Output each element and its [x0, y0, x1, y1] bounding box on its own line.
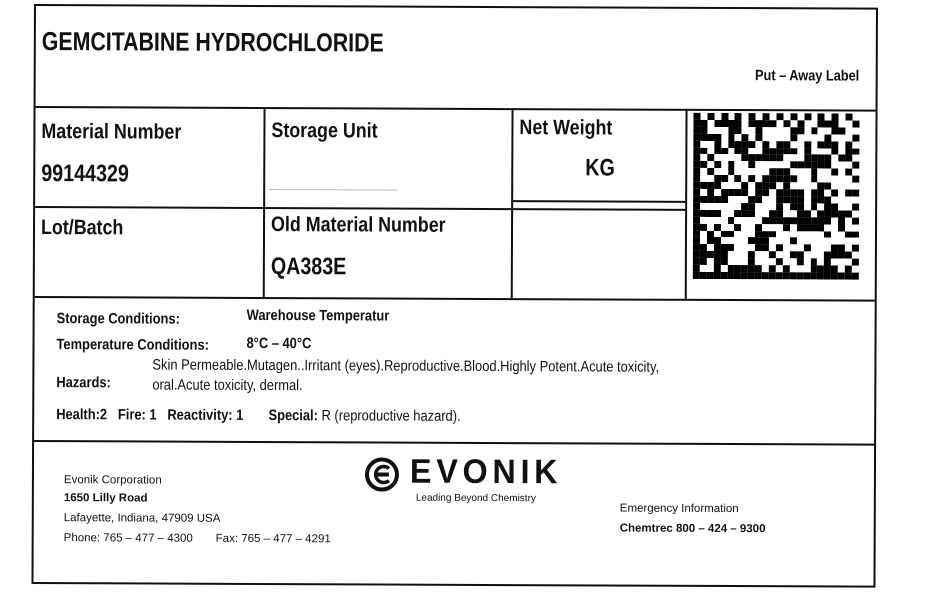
hazards-label: Hazards: [56, 374, 111, 392]
logo-tagline: Leading Beyond Chemistry [415, 492, 536, 505]
col-divider-1 [263, 107, 266, 297]
storage-unit-underline [269, 189, 397, 191]
company-name: Evonik Corporation [63, 474, 162, 487]
lot-batch-label: Lot/Batch [40, 216, 124, 240]
logo-name: EVONIK [409, 452, 563, 492]
product-name: GEMCITABINE HYDROCHLORIDE [41, 26, 384, 58]
row-divider [35, 206, 685, 211]
storage-unit-label: Storage Unit [271, 119, 378, 143]
special-label: Special: [268, 407, 318, 425]
datamatrix-barcode-icon [693, 113, 860, 280]
put-away-label [31, 4, 878, 588]
header-divider [36, 106, 876, 112]
company-city: Lafayette, Indiana, 47909 USA [63, 512, 221, 525]
net-weight-divider [511, 200, 685, 203]
footer-divider [34, 440, 874, 446]
col-divider-3 [685, 109, 688, 299]
hazards-line-2: oral.Acute toxicity, dermal. [152, 376, 303, 395]
ratings-row [56, 406, 460, 425]
fire-label: Fire: [117, 406, 146, 424]
special-value: R (reproductive hazard). [321, 407, 461, 425]
net-weight-unit: KG [585, 154, 615, 182]
emergency-contact: Chemtrec 800 – 424 – 9300 [619, 522, 766, 536]
old-material-number-value: QA383E [270, 253, 347, 281]
reactivity-value: 1 [236, 406, 244, 424]
company-fax: Fax: 765 – 477 – 4291 [215, 532, 331, 546]
label-type: Put – Away Label [755, 67, 860, 85]
evonik-logo-icon [364, 456, 400, 492]
net-weight-label: Net Weight [519, 116, 613, 140]
company-phone: Phone: 765 – 477 – 4300 [63, 532, 193, 545]
hazards-line-1: Skin Permeable.Mutagen..Irritant (eyes).Reproductive.Blood.Highly Potent.Acute toxicity, [152, 356, 660, 376]
health-label: Health: [56, 406, 100, 424]
grid-bottom-divider [35, 296, 875, 302]
storage-conditions-value: Warehouse Temperatur [246, 306, 390, 325]
reactivity-label: Reactivity: [167, 406, 233, 424]
col-divider-2 [511, 108, 514, 298]
temperature-conditions-label: Temperature Conditions: [56, 336, 209, 354]
temperature-conditions-value: 8°C – 40°C [246, 334, 312, 353]
material-number-label: Material Number [41, 120, 182, 144]
health-value: 2 [99, 406, 108, 424]
fire-value: 1 [149, 406, 157, 424]
company-street: 1650 Lilly Road [63, 492, 148, 505]
material-number-value: 99144329 [41, 160, 129, 188]
old-material-number-label: Old Material Number [270, 213, 446, 237]
emergency-title: Emergency Information [619, 502, 739, 516]
storage-conditions-label: Storage Conditions: [56, 310, 180, 328]
